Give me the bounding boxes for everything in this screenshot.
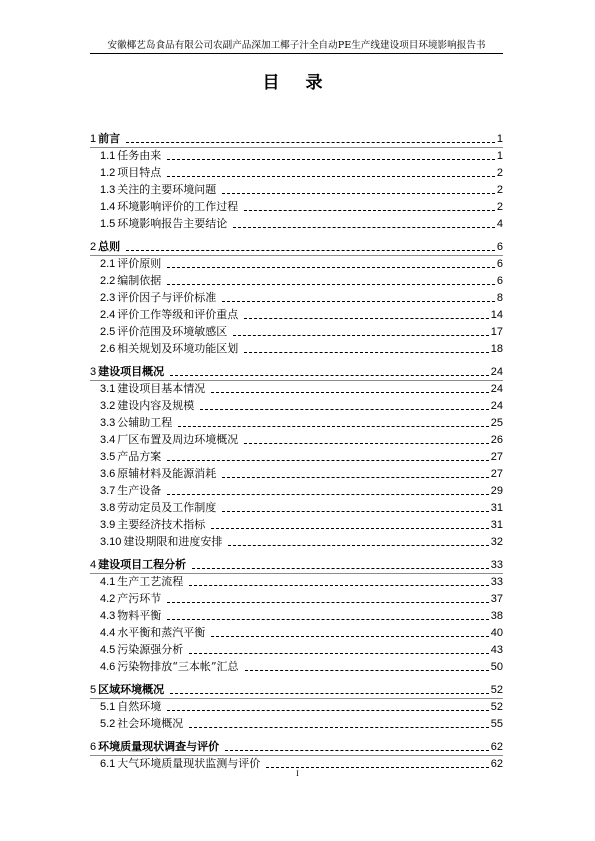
toc-dot-leader bbox=[222, 476, 488, 478]
toc-entry-title: 总则 bbox=[98, 240, 121, 253]
toc-entry-page: 2 bbox=[496, 201, 503, 213]
toc-entry-number: 1 bbox=[90, 133, 97, 145]
toc-entry-title: 评价因子与评价标准 bbox=[117, 291, 217, 304]
toc-entry-title: 主要经济技术指标 bbox=[117, 518, 206, 531]
toc-dot-leader bbox=[222, 300, 495, 302]
toc-section-entry[interactable] bbox=[90, 623, 503, 640]
toc-dot-leader bbox=[222, 192, 495, 194]
toc-section-entry[interactable] bbox=[90, 413, 503, 430]
toc-dot-leader bbox=[225, 749, 489, 751]
toc-entry-title: 关注的主要环境问题 bbox=[117, 183, 217, 196]
toc-entry-number: 4.2 bbox=[100, 593, 116, 605]
toc-section-entry[interactable] bbox=[90, 714, 503, 731]
toc-section-entry[interactable] bbox=[90, 572, 503, 589]
toc-dot-leader bbox=[167, 158, 495, 160]
toc-entry-number: 3.9 bbox=[100, 519, 116, 531]
toc-entry-number: 3.6 bbox=[100, 468, 116, 480]
toc-entry-page: 38 bbox=[490, 610, 503, 622]
toc-dot-leader bbox=[167, 601, 488, 603]
toc-section-entry[interactable] bbox=[90, 305, 503, 322]
toc-entry-page: 1 bbox=[496, 150, 503, 162]
toc-entry-page: 4 bbox=[496, 218, 503, 230]
toc-entry-number: 3.3 bbox=[100, 417, 116, 429]
toc-entry-number: 1.3 bbox=[100, 184, 116, 196]
toc-entry-title: 自然环境 bbox=[117, 700, 162, 713]
toc-entry-title: 区域环境概况 bbox=[98, 683, 165, 696]
toc-dot-leader bbox=[189, 584, 488, 586]
toc-entry-number: 5.2 bbox=[100, 718, 116, 730]
toc-dot-leader bbox=[228, 544, 488, 546]
toc-entry-title: 产污环节 bbox=[117, 592, 162, 605]
toc-entry-number: 3 bbox=[90, 366, 97, 378]
toc-entry-number: 6 bbox=[90, 741, 97, 753]
toc-entry-page: 37 bbox=[490, 593, 503, 605]
toc-dot-leader bbox=[245, 669, 489, 671]
header-divider bbox=[90, 53, 503, 54]
toc-entry-title: 社会环境概况 bbox=[117, 717, 184, 730]
toc-entry-page: 52 bbox=[490, 684, 503, 696]
toc-dot-leader bbox=[167, 459, 488, 461]
toc-section-entry[interactable] bbox=[90, 447, 503, 464]
toc-entry-title: 项目特点 bbox=[117, 166, 162, 179]
toc-section-entry[interactable] bbox=[90, 640, 503, 657]
toc-entry-title: 建设内容及规模 bbox=[117, 399, 195, 412]
toc-section-entry[interactable] bbox=[90, 271, 503, 288]
toc-entry-number: 3.1 bbox=[100, 383, 116, 395]
toc-entry-number: 2.1 bbox=[100, 258, 116, 270]
toc-entry-number: 4.5 bbox=[100, 644, 116, 656]
toc-entry-title: 建设项目概况 bbox=[98, 365, 165, 378]
toc-entry-title: 相关规划及环境功能区划 bbox=[117, 342, 239, 355]
toc-entry-page: 62 bbox=[490, 758, 503, 770]
toc-entry-number: 4.4 bbox=[100, 627, 116, 639]
toc-entry-page: 33 bbox=[490, 576, 503, 588]
toc-section-entry[interactable] bbox=[90, 396, 503, 413]
toc-entry-title: 生产设备 bbox=[117, 484, 162, 497]
toc-dot-leader bbox=[170, 692, 489, 694]
toc-section-entry[interactable] bbox=[90, 498, 503, 515]
toc-entry-page: 55 bbox=[490, 718, 503, 730]
toc-entry-page: 24 bbox=[490, 383, 503, 395]
toc-entry-title: 环境质量现状调查与评价 bbox=[98, 740, 220, 753]
toc-chapter-entry[interactable] bbox=[90, 680, 503, 697]
toc-dot-leader bbox=[244, 209, 495, 211]
toc-entry-title: 建设项目工程分析 bbox=[98, 558, 187, 571]
toc-dot-leader bbox=[167, 283, 495, 285]
toc-section-entry[interactable] bbox=[90, 430, 503, 447]
toc-dot-leader bbox=[244, 442, 488, 444]
toc-entry-title: 公辅助工程 bbox=[117, 416, 173, 429]
page-title: 目 录 bbox=[262, 73, 333, 93]
toc-entry-title: 污染源强分析 bbox=[117, 643, 184, 656]
toc-entry-page: 32 bbox=[490, 536, 503, 548]
toc-entry-number: 1.4 bbox=[100, 201, 116, 213]
toc-entry-number: 6.1 bbox=[100, 758, 116, 770]
toc-entry-page: 2 bbox=[496, 184, 503, 196]
toc-dot-leader bbox=[167, 266, 495, 268]
toc-section-entry[interactable] bbox=[90, 481, 503, 498]
toc-dot-leader bbox=[200, 408, 488, 410]
toc-chapter-entry[interactable] bbox=[90, 737, 503, 754]
toc-entry-number: 4 bbox=[90, 559, 97, 571]
toc-section-entry[interactable] bbox=[90, 288, 503, 305]
toc-chapter-entry[interactable] bbox=[90, 129, 503, 146]
toc-entry-number: 5.1 bbox=[100, 701, 116, 713]
toc-entry-title: 原辅材料及能源消耗 bbox=[117, 467, 217, 480]
toc-dot-leader bbox=[167, 709, 488, 711]
toc-section-entry[interactable] bbox=[90, 163, 503, 180]
toc-dot-leader bbox=[222, 510, 488, 512]
toc-section-entry[interactable] bbox=[90, 515, 503, 532]
toc-entry-page: 29 bbox=[490, 485, 503, 497]
toc-entry-page: 2 bbox=[496, 167, 503, 179]
toc-section-entry[interactable] bbox=[90, 589, 503, 606]
toc-dot-leader bbox=[170, 374, 489, 376]
toc-entry-page: 31 bbox=[490, 519, 503, 531]
toc-entry-number: 2 bbox=[90, 241, 97, 253]
toc-entry-title: 评价原则 bbox=[117, 257, 162, 270]
toc-dot-leader bbox=[192, 567, 489, 569]
toc-entry-number: 4.1 bbox=[100, 576, 116, 588]
toc-entry-title: 任务由来 bbox=[117, 149, 162, 162]
toc-dot-leader bbox=[167, 618, 488, 620]
toc-entry-page: 52 bbox=[490, 701, 503, 713]
toc-section-entry[interactable] bbox=[90, 657, 503, 674]
toc-section-entry[interactable] bbox=[90, 532, 503, 549]
toc-entry-title: 评价范围及环境敏感区 bbox=[117, 325, 228, 338]
toc-section-entry[interactable] bbox=[90, 322, 503, 339]
toc-dot-leader bbox=[233, 334, 488, 336]
toc-entry-number: 2.3 bbox=[100, 292, 116, 304]
toc-dot-leader bbox=[189, 726, 488, 728]
toc-entry-page: 62 bbox=[490, 741, 503, 753]
toc-entry-number: 3.5 bbox=[100, 451, 116, 463]
toc-entry-title: 建设期限和进度安排 bbox=[123, 535, 223, 548]
toc-entry-title: 评价工作等级和评价重点 bbox=[117, 308, 239, 321]
toc-entry-page: 26 bbox=[490, 434, 503, 446]
toc-dot-leader bbox=[167, 493, 488, 495]
toc-entry-number: 2.6 bbox=[100, 343, 116, 355]
toc-entry-number: 4.6 bbox=[100, 661, 116, 673]
toc-entry-title: 污染物排放“三本帐”汇总 bbox=[117, 660, 239, 673]
toc-section-entry[interactable] bbox=[90, 464, 503, 481]
toc-dot-leader bbox=[266, 766, 488, 768]
page-number: I bbox=[296, 769, 299, 778]
toc-entry-number: 2.2 bbox=[100, 275, 116, 287]
toc-entry-number: 3.2 bbox=[100, 400, 116, 412]
toc-entry-page: 40 bbox=[490, 627, 503, 639]
toc-entry-number: 4.3 bbox=[100, 610, 116, 622]
toc-entry-number: 2.4 bbox=[100, 309, 116, 321]
toc-dot-leader bbox=[211, 527, 488, 529]
toc-dot-leader bbox=[244, 351, 488, 353]
toc-chapter-entry[interactable] bbox=[90, 237, 503, 254]
table-of-contents bbox=[90, 129, 503, 771]
toc-section-entry[interactable] bbox=[90, 339, 503, 356]
toc-entry-number: 3.10 bbox=[100, 536, 122, 548]
toc-entry-page: 8 bbox=[496, 292, 503, 304]
toc-entry-number: 5 bbox=[90, 684, 97, 696]
toc-section-entry[interactable] bbox=[90, 180, 503, 197]
toc-entry-page: 6 bbox=[496, 241, 503, 253]
toc-entry-title: 劳动定员及工作制度 bbox=[117, 501, 217, 514]
toc-entry-page: 27 bbox=[490, 468, 503, 480]
toc-chapter-entry[interactable] bbox=[90, 555, 503, 572]
toc-entry-number: 3.4 bbox=[100, 434, 116, 446]
toc-entry-title: 大气环境质量现状监测与评价 bbox=[117, 757, 261, 770]
toc-dot-leader bbox=[178, 425, 488, 427]
toc-entry-page: 25 bbox=[490, 417, 503, 429]
toc-entry-title: 前言 bbox=[98, 132, 121, 145]
toc-entry-number: 3.8 bbox=[100, 502, 116, 514]
toc-entry-page: 31 bbox=[490, 502, 503, 514]
toc-entry-title: 生产工艺流程 bbox=[117, 575, 184, 588]
toc-entry-number: 1.1 bbox=[100, 150, 116, 162]
toc-entry-page: 33 bbox=[490, 559, 503, 571]
toc-section-entry[interactable] bbox=[90, 197, 503, 214]
toc-chapter-entry[interactable] bbox=[90, 362, 503, 379]
toc-entry-number: 1.2 bbox=[100, 167, 116, 179]
toc-entry-page: 6 bbox=[496, 275, 503, 287]
toc-section-entry[interactable] bbox=[90, 379, 503, 396]
toc-entry-title: 厂区布置及周边环境概况 bbox=[117, 433, 239, 446]
toc-entry-title: 物料平衡 bbox=[117, 609, 162, 622]
toc-entry-number: 1.5 bbox=[100, 218, 116, 230]
toc-section-entry[interactable] bbox=[90, 254, 503, 271]
toc-section-entry[interactable] bbox=[90, 697, 503, 714]
toc-dot-leader bbox=[211, 635, 488, 637]
toc-entry-number: 3.7 bbox=[100, 485, 116, 497]
toc-dot-leader bbox=[167, 175, 495, 177]
toc-entry-page: 18 bbox=[490, 343, 503, 355]
toc-dot-leader bbox=[211, 391, 488, 393]
toc-entry-title: 建设项目基本情况 bbox=[117, 382, 206, 395]
toc-entry-page: 27 bbox=[490, 451, 503, 463]
running-header: 安徽椰艺岛食品有限公司农副产品深加工椰子汁全自动PE生产线建设项目环境影响报告书 bbox=[107, 40, 486, 51]
toc-entry-title: 环境影响评价的工作过程 bbox=[117, 200, 239, 213]
toc-entry-title: 水平衡和蒸汽平衡 bbox=[117, 626, 206, 639]
toc-section-entry[interactable] bbox=[90, 146, 503, 163]
toc-entry-page: 50 bbox=[490, 661, 503, 673]
toc-dot-leader bbox=[126, 141, 495, 143]
toc-entry-page: 14 bbox=[490, 309, 503, 321]
toc-entry-page: 43 bbox=[490, 644, 503, 656]
toc-dot-leader bbox=[189, 652, 488, 654]
toc-entry-title: 环境影响报告主要结论 bbox=[117, 217, 228, 230]
toc-entry-title: 编制依据 bbox=[117, 274, 162, 287]
toc-entry-page: 6 bbox=[496, 258, 503, 270]
toc-entry-page: 24 bbox=[490, 400, 503, 412]
toc-entry-page: 17 bbox=[490, 326, 503, 338]
toc-entry-title: 产品方案 bbox=[117, 450, 162, 463]
toc-entry-page: 1 bbox=[496, 133, 503, 145]
toc-section-entry[interactable] bbox=[90, 214, 503, 231]
toc-dot-leader bbox=[244, 317, 488, 319]
toc-entry-number: 2.5 bbox=[100, 326, 116, 338]
toc-entry-page: 24 bbox=[490, 366, 503, 378]
toc-dot-leader bbox=[233, 226, 495, 228]
toc-dot-leader bbox=[126, 249, 495, 251]
toc-section-entry[interactable] bbox=[90, 606, 503, 623]
